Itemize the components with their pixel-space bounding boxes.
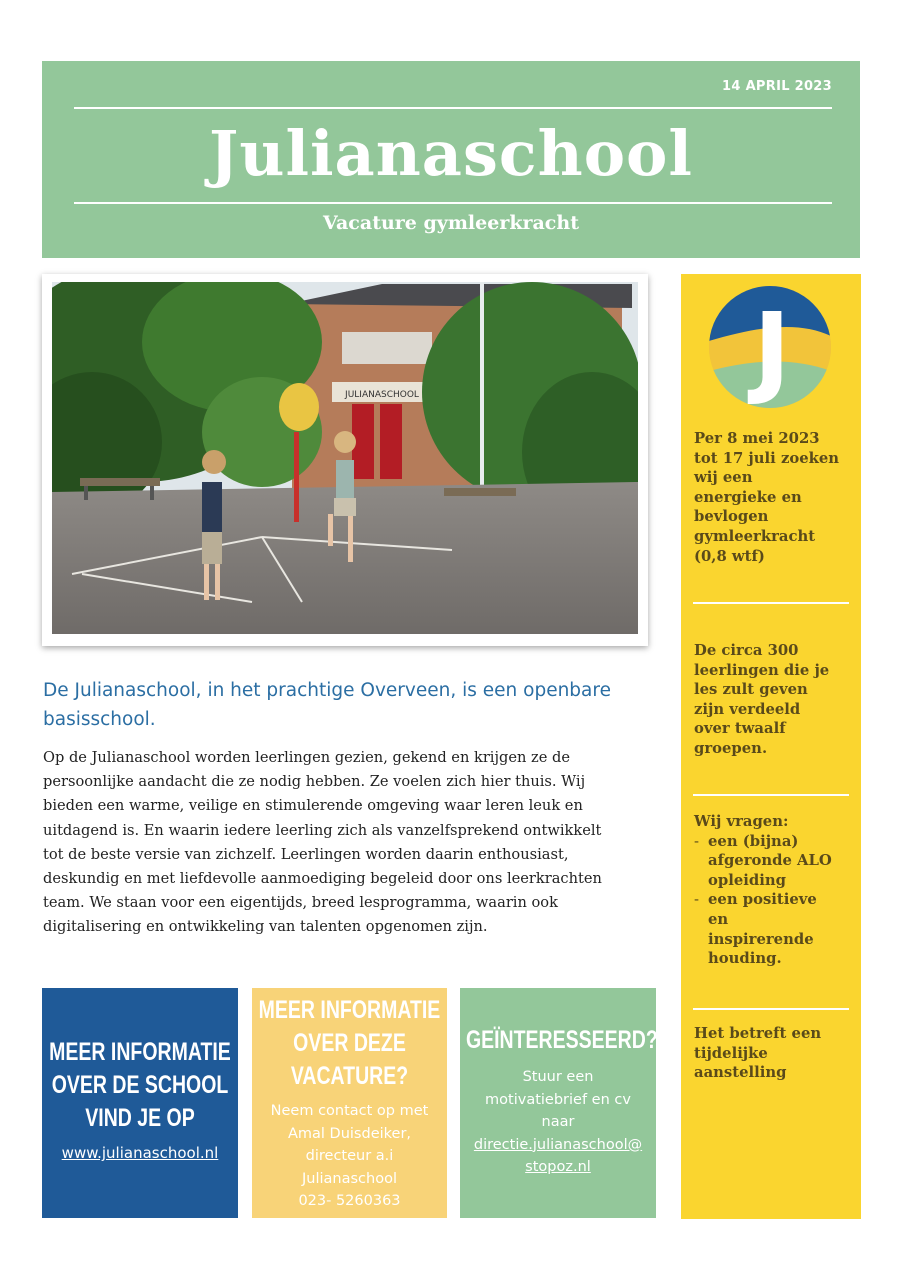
sidebar-line: les zult geven <box>694 681 808 699</box>
sidebar-line: groepen. <box>694 739 768 757</box>
header-rule-top <box>74 107 832 109</box>
logo-letter: J <box>753 291 791 408</box>
interested-box <box>460 988 656 1218</box>
school-photo-frame <box>42 274 648 646</box>
header-banner <box>42 61 860 258</box>
requirements-list <box>694 832 854 969</box>
body-line: deskundig en met liefdevolle aanmoediging begeleid door ons leerkrachten <box>43 870 602 888</box>
sidebar-line: Het betreft een <box>694 1025 822 1042</box>
school-info-heading <box>48 1036 232 1135</box>
sidebar-temporary-text <box>694 1024 854 1083</box>
body-line: tot de beste versie van zichzelf. Leerlingen worden daarin enthousiast, <box>43 845 569 863</box>
heading-line: OVER DEZE <box>293 1029 406 1057</box>
body-line: Op de Julianaschool worden leerlingen gezien, gekend en krijgen ze de <box>43 749 570 766</box>
interested-heading: GEÏNTERESSEERD? <box>465 1026 658 1054</box>
vacancy-subtitle: Vacature gymleerkracht <box>323 212 579 234</box>
contact-school: Julianaschool <box>302 1170 397 1187</box>
application-email-link[interactable] <box>466 1134 650 1179</box>
sidebar-line: tot 17 juli zoeken <box>694 449 840 467</box>
sidebar-line: Per 8 mei 2023 <box>694 430 820 447</box>
building-sign: JULIANASCHOOL <box>345 390 419 400</box>
requirement-line: inspirerende <box>708 930 814 948</box>
sidebar-line: aanstelling <box>694 1064 787 1082</box>
sidebar-line: De circa 300 <box>694 642 799 659</box>
contact-name: Amal Duisdeiker, <box>287 1125 412 1142</box>
school-title: Julianaschool <box>209 117 693 190</box>
contact-phone[interactable]: 023- 5260363 <box>298 1193 401 1209</box>
email-line[interactable]: stopoz.nl <box>525 1159 591 1175</box>
requirement-item <box>694 832 854 891</box>
sidebar-line: zijn verdeeld <box>694 700 801 718</box>
requirement-line: opleiding <box>708 871 786 889</box>
body-paragraph <box>43 746 653 940</box>
requirement-item <box>694 890 854 968</box>
sidebar-divider <box>693 602 849 604</box>
heading-line: MEER INFORMATIE <box>258 996 441 1024</box>
sidebar-line: leerlingen die je <box>694 661 830 679</box>
body-line: persoonlijke aandacht die ze nodig hebben. Ze voelen zich hier thuis. Wij <box>43 773 586 791</box>
body-line: bieden een warme, veilige en stimulerende omgeving waar leren leuk en <box>43 797 583 815</box>
sidebar-line: gymleerkracht <box>694 527 816 545</box>
requirement-line: - een positieve <box>708 891 817 909</box>
requirement-line: afgeronde ALO <box>708 852 832 870</box>
vacancy-info-heading <box>258 994 441 1093</box>
sidebar-requirements <box>694 812 854 969</box>
email-line[interactable]: directie.julianaschool@ <box>473 1136 643 1153</box>
requirement-line: en <box>708 910 729 928</box>
requirements-title: Wij vragen: <box>694 813 789 830</box>
school-info-box <box>42 988 238 1218</box>
intro-heading: De Julianaschool, in het prachtige Overveen, is een openbare basisschool. <box>43 680 611 730</box>
sidebar-line: bevlogen <box>694 508 769 526</box>
sidebar-divider <box>693 1008 849 1010</box>
school-website-link[interactable]: www.julianaschool.nl <box>61 1144 219 1162</box>
instruction-line: Stuur een <box>522 1069 594 1085</box>
sidebar-line: tijdelijke <box>694 1044 768 1062</box>
instruction-line: naar <box>541 1114 575 1130</box>
sidebar-line: over twaalf <box>694 720 786 738</box>
instruction-line: motivatiebrief en cv <box>485 1091 631 1108</box>
school-photo <box>52 282 638 634</box>
contact-role: directeur a.i <box>305 1148 394 1164</box>
heading-line: MEER INFORMATIE <box>49 1038 231 1066</box>
sidebar <box>681 274 861 1219</box>
requirement-line: houding. <box>708 950 782 968</box>
body-line: uitdagend is. En waarin iedere leerling zich als vanzelfsprekend ontwikkelt <box>43 821 602 839</box>
sidebar-pupils-text <box>694 641 854 759</box>
sidebar-period-text <box>694 429 854 566</box>
header-rule-bottom <box>74 202 832 204</box>
issue-date: 14 APRIL 2023 <box>722 79 832 94</box>
sidebar-line: (0,8 wtf) <box>694 547 765 565</box>
heading-line: VIND JE OP <box>85 1104 195 1132</box>
heading-line: VACATURE? <box>290 1062 409 1090</box>
sidebar-divider <box>693 794 849 796</box>
contact-details <box>258 1100 441 1213</box>
requirement-line: - een (bijna) <box>708 832 799 850</box>
sidebar-line: wij een <box>694 469 753 487</box>
heading-line: OVER DE SCHOOL <box>51 1071 229 1099</box>
sidebar-line: energieke en <box>694 488 802 506</box>
body-line: digitalisering en ontwikkeling van talenten opgenomen zijn. <box>43 918 488 936</box>
application-instructions <box>466 1066 650 1179</box>
vacancy-info-box <box>252 988 447 1218</box>
school-logo-icon <box>709 286 831 408</box>
contact-line: Neem contact op met <box>270 1103 429 1119</box>
body-line: team. We staan voor een eigentijds, breed lesprogramma, waarin ook <box>43 894 558 912</box>
